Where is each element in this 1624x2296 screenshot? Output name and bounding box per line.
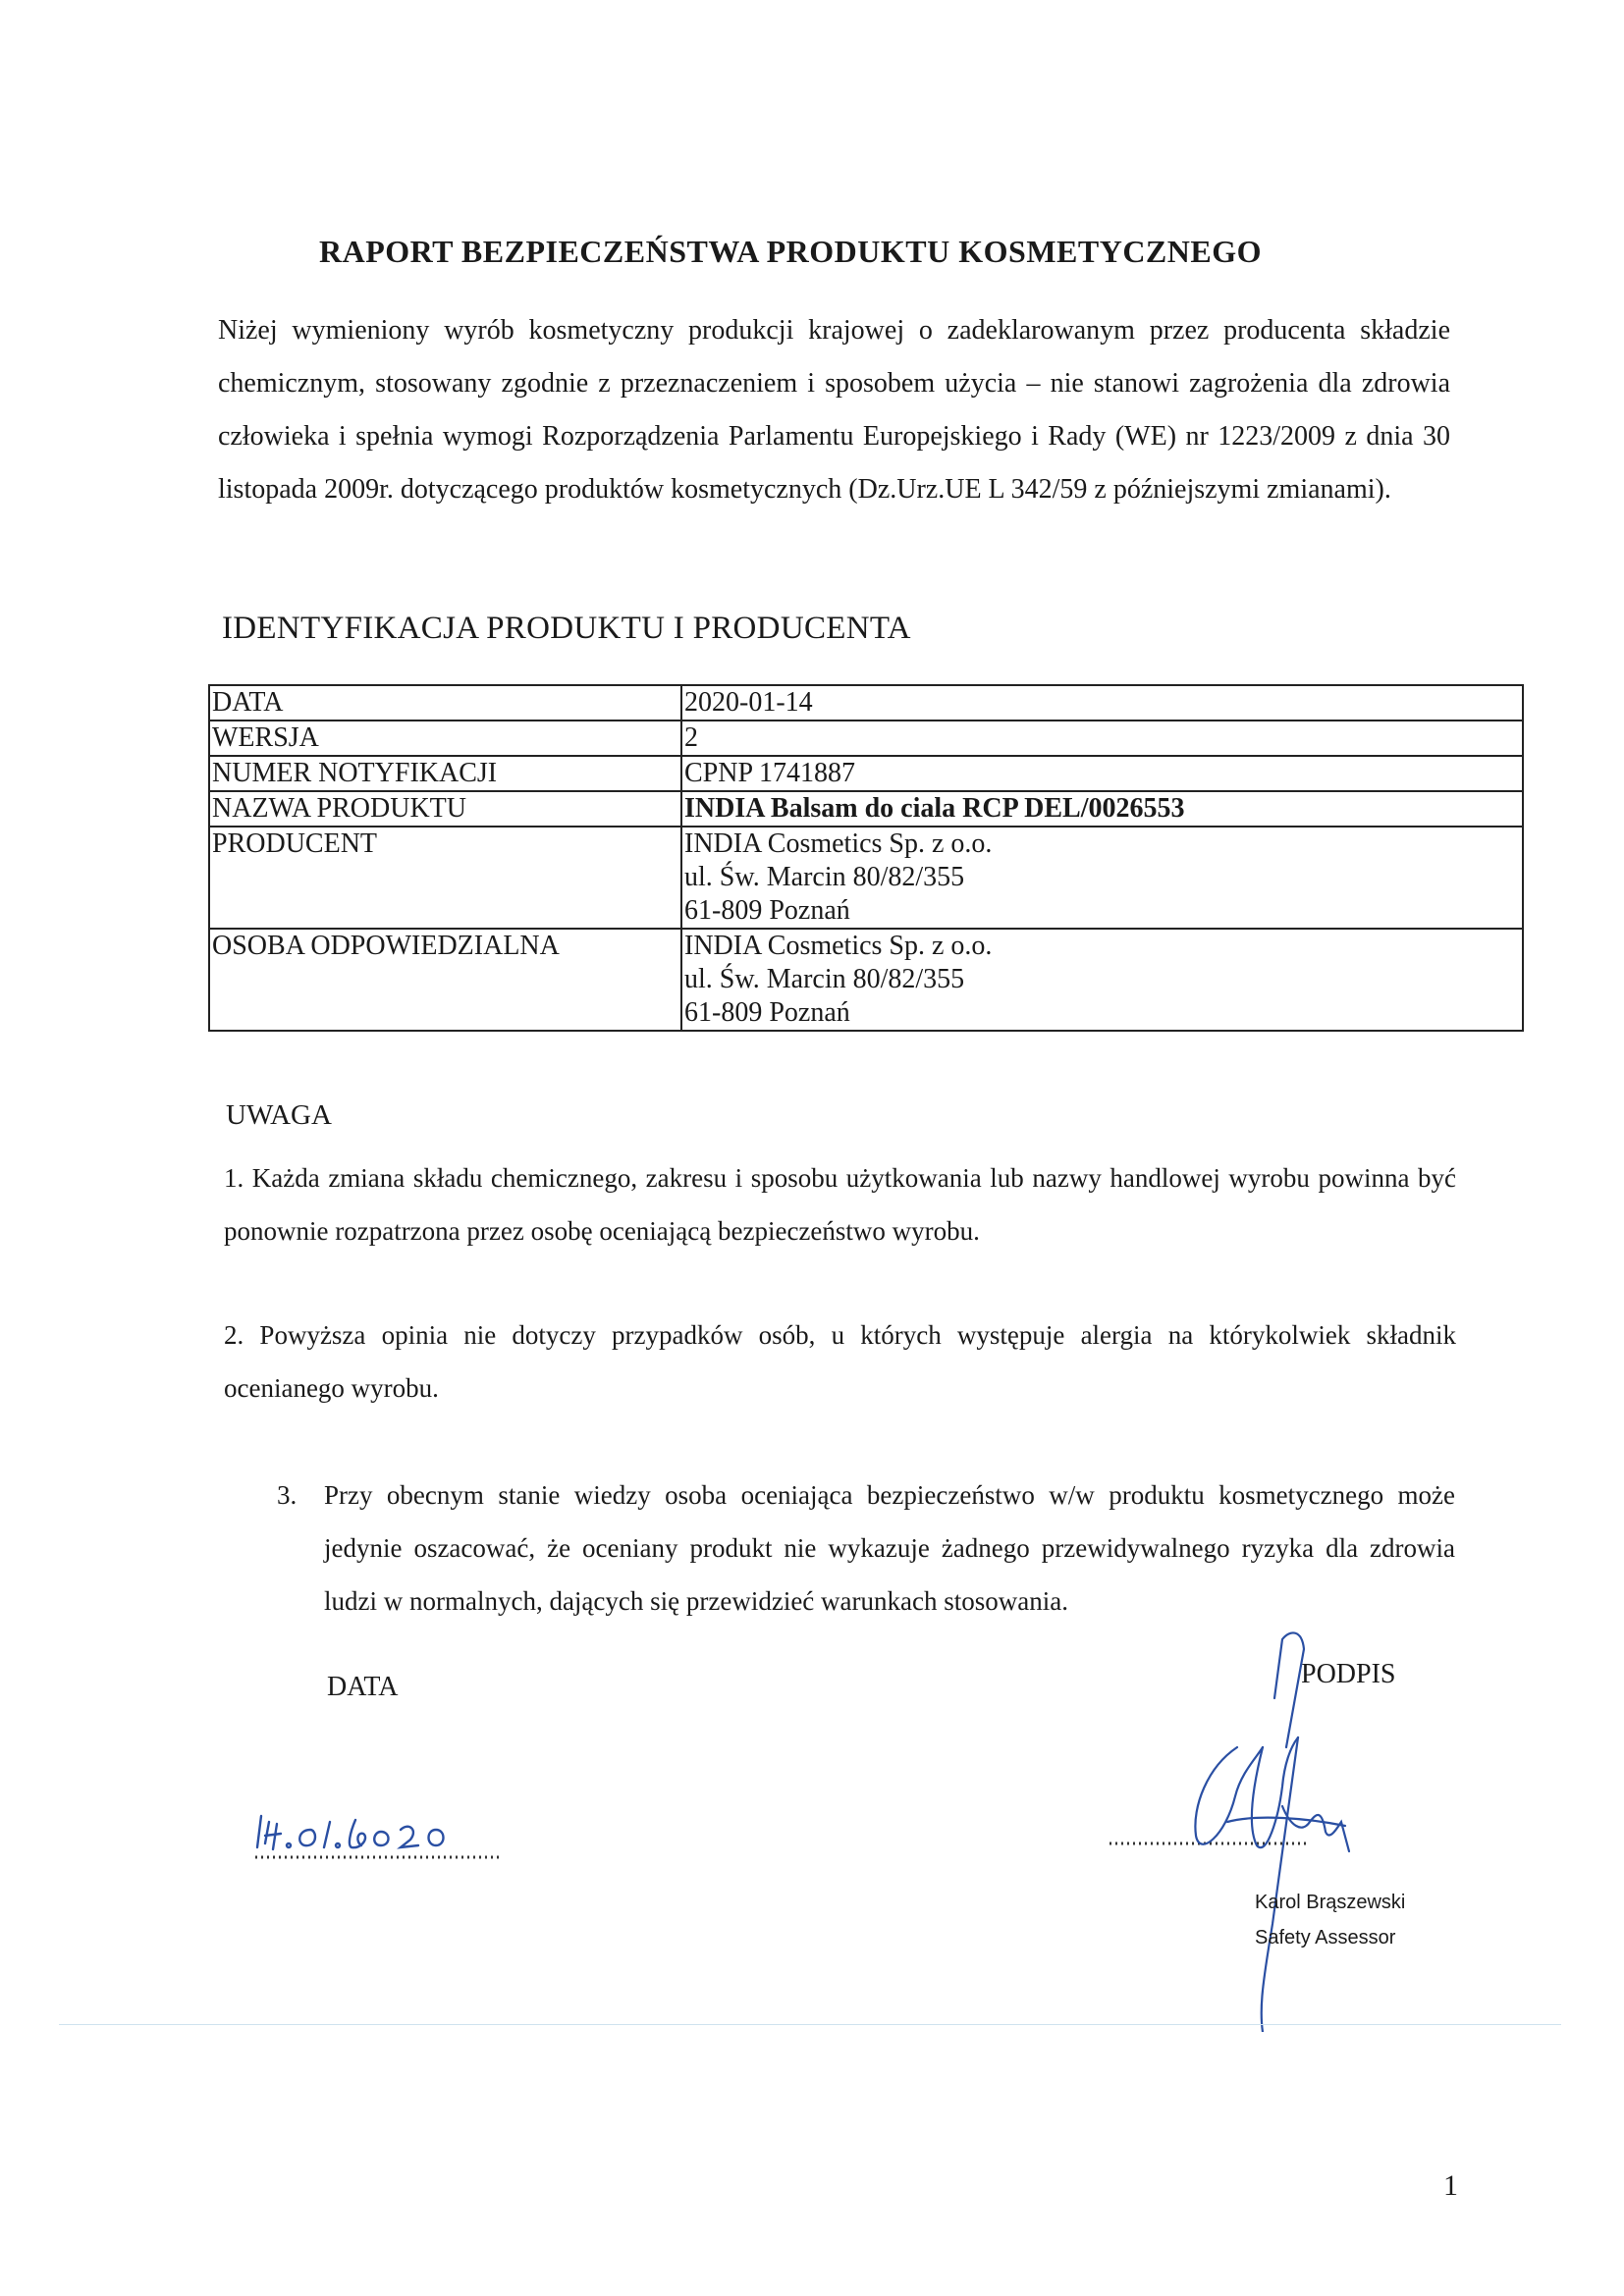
assessor-role: Safety Assessor (1255, 1927, 1396, 1949)
handwritten-date-drawing (253, 1787, 509, 1865)
document-title: RAPORT BEZPIECZEŃSTWA PRODUKTU KOSMETYCZNEGO (319, 234, 1262, 269)
row-label: NAZWA PRODUKTU (209, 791, 681, 827)
table-row (209, 685, 1523, 721)
scan-divider (59, 2024, 1561, 2025)
signature-drawing (1110, 1600, 1424, 2032)
row-value: 2020-01-14 (681, 685, 1523, 721)
identification-table (208, 684, 1524, 1032)
note-2: 2. Powyższa opinia nie dotyczy przypadków osób, u których występuje alergia na którykolwiek składnik ocenianego wyrobu. (224, 1320, 1456, 1403)
section-title: IDENTYFIKACJA PRODUKTU I PRODUCENTA (222, 611, 911, 646)
product-name-value: INDIA Balsam do ciala RCP DEL/0026553 (681, 791, 1523, 827)
address-line: ul. Św. Marcin 80/82/355 (684, 862, 965, 892)
note-1: 1. Każda zmiana składu chemicznego, zakresu i sposobu użytkowania lub nazwy handlowej wyrobu powinna być ponownie rozpatrzona przez osobę oceniającą bezpieczeństwo wyrobu. (224, 1163, 1456, 1246)
intro-paragraph: Niżej wymieniony wyrób kosmetyczny produkcji krajowej o zadeklarowanym przez producenta składzie chemicznym, stosowany zgodnie z przeznaczeniem i sposobem użycia – nie stanowi zagrożenia dla zdrowia człowieka i spełnia wymogi Rozporządzenia Parlamentu Europejskiego i Rady (WE) nr 1223/2009 z dnia 30 listopada 2009r. dotyczącego produktów kosmetycznych (Dz.Urz.UE L 342/59 z późniejszymi zmianami). (218, 315, 1450, 505)
table-row (209, 721, 1523, 756)
table-row (209, 756, 1523, 791)
address-line: INDIA Cosmetics Sp. z o.o. (684, 931, 993, 961)
assessor-block (1255, 1885, 1405, 1955)
table-row (209, 827, 1523, 929)
row-label: NUMER NOTYFIKACJI (209, 756, 681, 791)
signature (1110, 1600, 1424, 2037)
address-line: ul. Św. Marcin 80/82/355 (684, 964, 965, 994)
table-row (209, 929, 1523, 1031)
date-label: DATA (327, 1672, 399, 1702)
assessor-name: Karol Brąszewski (1255, 1892, 1406, 1913)
address-line: 61-809 Poznań (684, 997, 850, 1028)
responsible-person-address (681, 929, 1523, 1031)
producer-address (681, 827, 1523, 929)
row-value: CPNP 1741887 (681, 756, 1523, 791)
address-line: 61-809 Poznań (684, 895, 850, 926)
row-label: WERSJA (209, 721, 681, 756)
row-label: OSOBA ODPOWIEDZIALNA (209, 929, 681, 1031)
note-3-number: 3. (277, 1480, 298, 1510)
row-value: 2 (681, 721, 1523, 756)
table-row (209, 791, 1523, 827)
row-label: PRODUCENT (209, 827, 681, 929)
row-label: DATA (209, 685, 681, 721)
address-line: INDIA Cosmetics Sp. z o.o. (684, 828, 993, 859)
note-3-text: Przy obecnym stanie wiedzy osoba oceniająca bezpieczeństwo w/w produktu kosmetycznego może jedynie oszacować, że oceniany produkt nie wykazuje żadnego przewidywalnego ryzyka dla zdrowia ludzi w normalnych, dających się przewidzieć warunkach stosowania. (324, 1480, 1455, 1616)
notes-heading: UWAGA (226, 1099, 332, 1131)
signature-label: PODPIS (1301, 1659, 1396, 1689)
page-number: 1 (1443, 2169, 1458, 2202)
handwritten-date (253, 1787, 509, 1870)
